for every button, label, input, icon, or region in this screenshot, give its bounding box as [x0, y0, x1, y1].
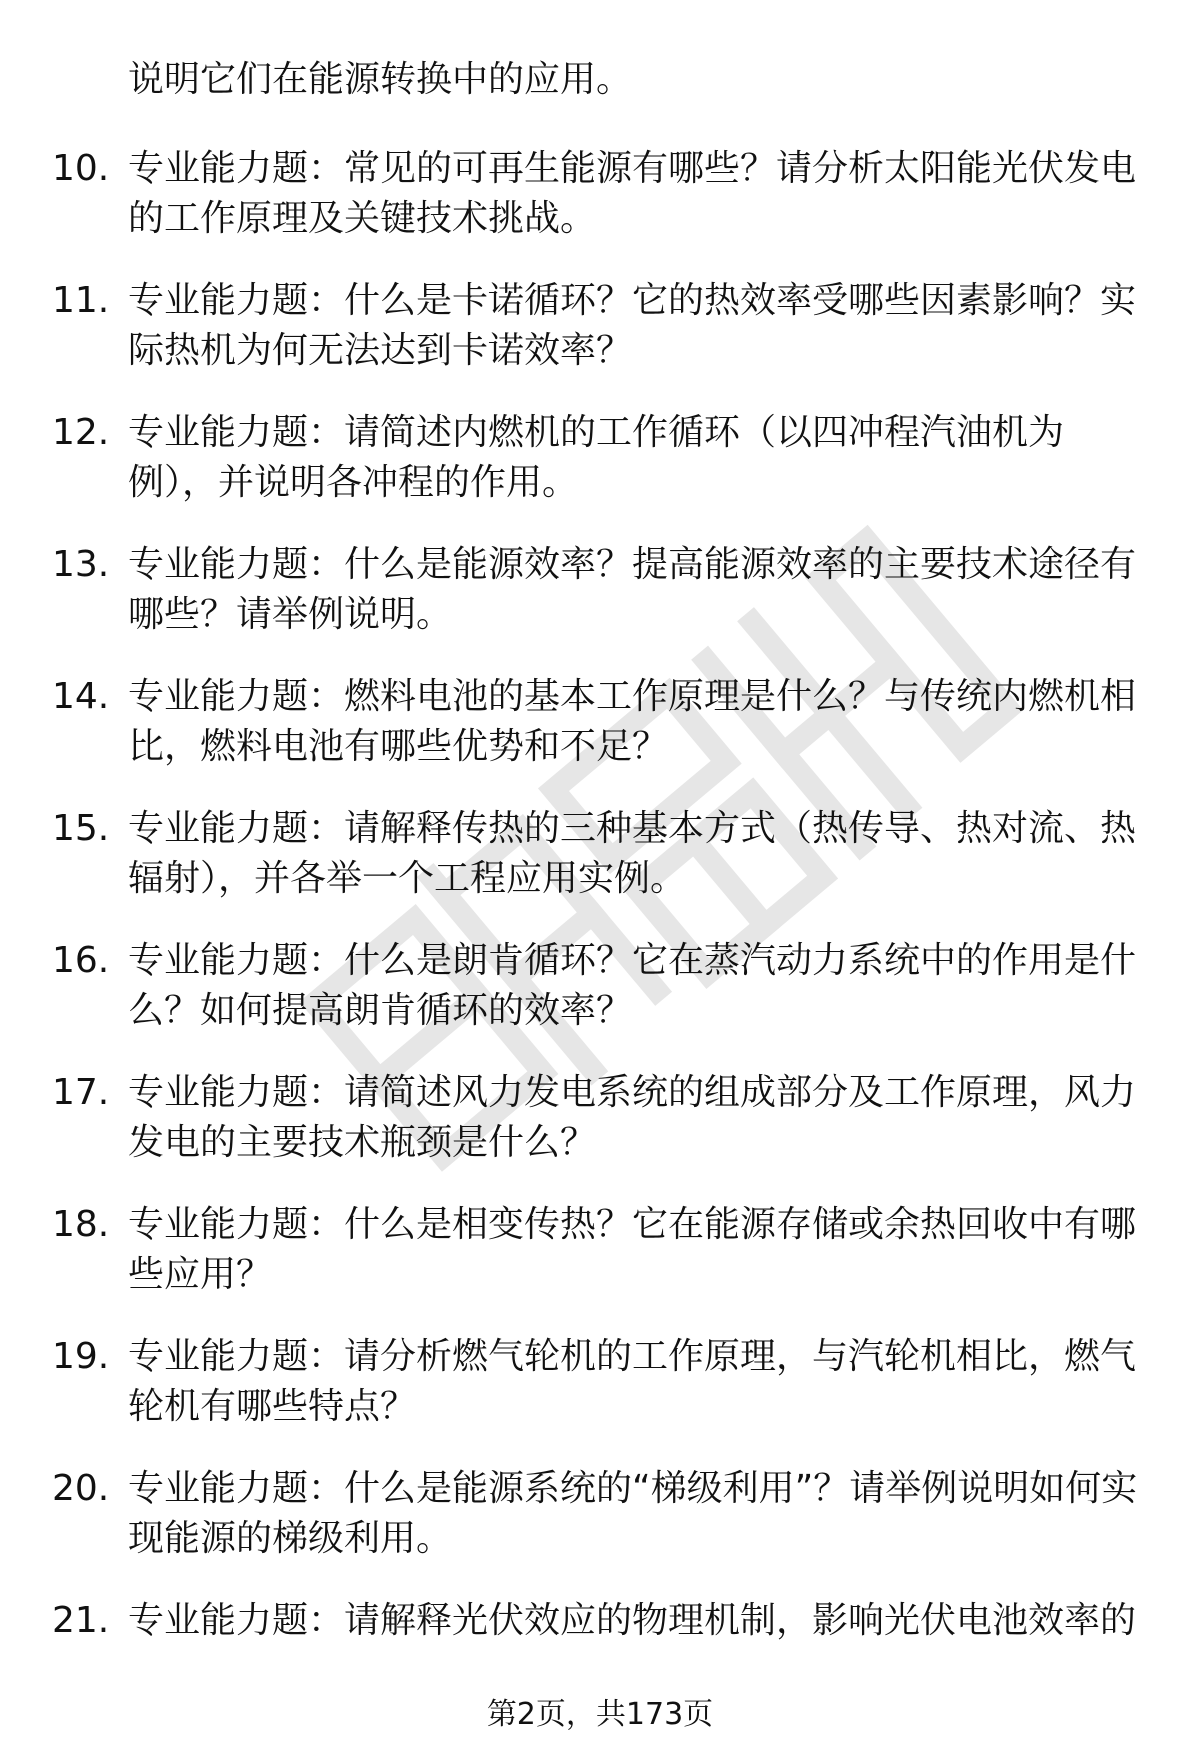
list-item: [0, 540, 1200, 672]
question-number: 11.: [52, 280, 110, 321]
list-item: [0, 1068, 1200, 1200]
list-item: [0, 804, 1200, 936]
question-number: 19.: [52, 1336, 110, 1377]
list-item: [0, 144, 1200, 276]
list-item: [0, 936, 1200, 1068]
list-item: [0, 672, 1200, 804]
continuation-text: 说明它们在能源转换中的应用。: [128, 59, 633, 100]
question-list: [0, 144, 1200, 1728]
question-number: 10.: [52, 148, 110, 189]
question-number: 17.: [52, 1072, 110, 1113]
question-text: 专业能力题：请解释传热的三种基本方式（热传导、热对流、热辐射），并各举一个工程应用实例。: [128, 808, 1137, 899]
question-text: 专业能力题：请解释光伏效应的物理机制，影响光伏电池效率的: [128, 1600, 1137, 1641]
question-number: 18.: [52, 1204, 110, 1245]
question-number: 20.: [52, 1468, 110, 1509]
question-text: 专业能力题：燃料电池的基本工作原理是什么？与传统内燃机相比，燃料电池有哪些优势和不足？: [128, 676, 1137, 767]
question-number: 15.: [52, 808, 110, 849]
question-number: 13.: [52, 544, 110, 585]
list-item: [0, 408, 1200, 540]
question-text: 专业能力题：什么是卡诺循环？它的热效率受哪些因素影响？实际热机为何无法达到卡诺效率？: [128, 280, 1137, 371]
list-item: [0, 1464, 1200, 1596]
question-number: 16.: [52, 940, 110, 981]
list-item: [0, 276, 1200, 408]
question-text: 专业能力题：什么是相变传热？它在能源存储或余热回收中有哪些应用？: [128, 1204, 1137, 1295]
question-number: 21.: [52, 1600, 110, 1641]
question-text: 专业能力题：常见的可再生能源有哪些？请分析太阳能光伏发电的工作原理及关键技术挑战。: [128, 148, 1137, 239]
question-number: 14.: [52, 676, 110, 717]
list-item: [0, 1200, 1200, 1332]
question-text: 专业能力题：请分析燃气轮机的工作原理，与汽轮机相比，燃气轮机有哪些特点？: [128, 1336, 1137, 1427]
question-text: 专业能力题：请简述内燃机的工作循环（以四冲程汽油机为例），并说明各冲程的作用。: [128, 412, 1065, 503]
page-footer: 第2页，共173页: [486, 1697, 714, 1732]
question-text: 专业能力题：请简述风力发电系统的组成部分及工作原理，风力发电的主要技术瓶颈是什么？: [128, 1072, 1137, 1163]
question-number: 12.: [52, 412, 110, 453]
question-text: 专业能力题：什么是能源效率？提高能源效率的主要技术途径有哪些？请举例说明。: [128, 544, 1137, 635]
question-text: 专业能力题：什么是能源系统的“梯级利用”？请举例说明如何实现能源的梯级利用。: [128, 1468, 1138, 1559]
question-text: 专业能力题：什么是朗肯循环？它在蒸汽动力系统中的作用是什么？如何提高朗肯循环的效率？: [128, 940, 1137, 1031]
list-item: [0, 1332, 1200, 1464]
